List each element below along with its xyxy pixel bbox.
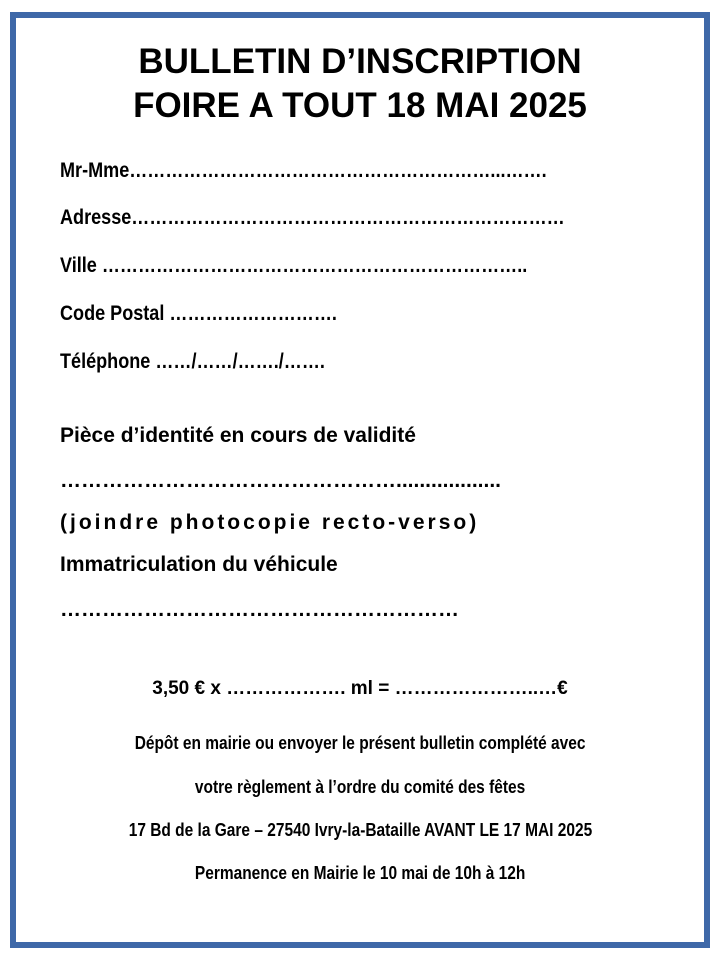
photocopy-note: (joindre photocopie recto-verso): [60, 511, 480, 534]
instruction-line-1: Dépôt en mairie ou envoyer le présent bulletin complété avec: [134, 733, 586, 753]
name-field: Mr-Mme……………………………………………………...…….: [60, 159, 547, 182]
office-hours-line: Permanence en Mairie le 10 mai de 10h à 12h: [194, 863, 526, 883]
title-line-2: FOIRE A TOUT 18 MAI 2025: [133, 86, 587, 125]
vehicle-label: Immatriculation du véhicule: [60, 553, 338, 576]
vehicle-blank-line: …………………………………………………: [60, 598, 459, 621]
postal-code-field: Code Postal ……………………….: [60, 302, 337, 325]
id-blank-line: …………………………………………..................: [60, 469, 502, 492]
instruction-line-2: votre règlement à l’ordre du comité des fêtes: [194, 777, 526, 797]
address-deadline-line: 17 Bd de la Gare – 27540 Ivry-la-Bataille AVANT LE 17 MAI 2025: [128, 820, 592, 840]
address-field: Adresse………………………………………………………………: [60, 206, 565, 229]
title-line-1: BULLETIN D’INSCRIPTION: [138, 42, 582, 81]
id-label: Pièce d’identité en cours de validité: [60, 424, 416, 447]
phone-field: Téléphone ……/……/……./…….: [60, 350, 325, 373]
city-field: Ville ……………………………………………………………..: [60, 254, 528, 277]
price-formula: 3,50 € x ………………. ml = …………………..…€: [152, 678, 568, 699]
